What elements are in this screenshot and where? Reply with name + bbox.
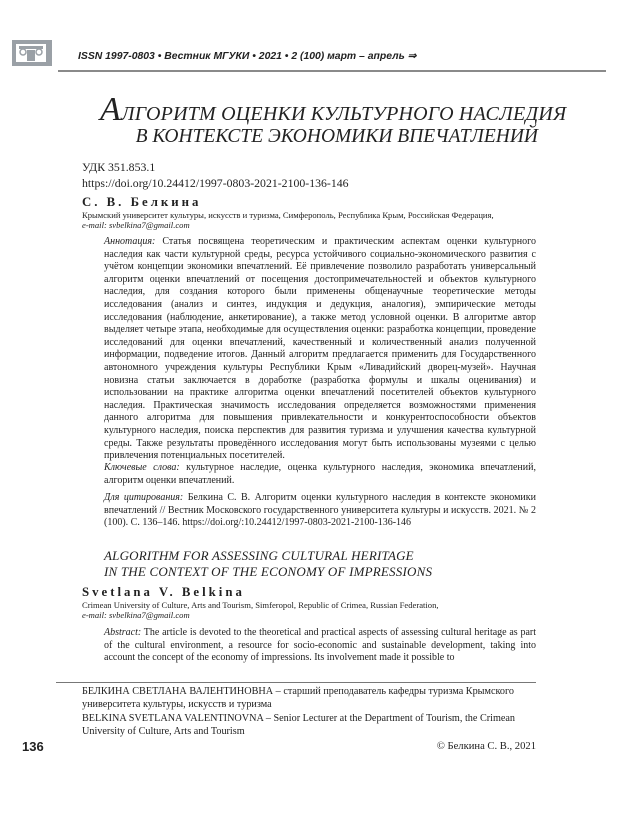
title-en-line2: IN THE CONTEXT OF THE ECONOMY OF IMPRESSIONS [104,564,433,579]
abstract-en-label: Abstract: [104,627,142,638]
abstract-en-text: The article is devoted to the theoretical and practical aspects of assessing cultural heritage as part of the cultural environment, a resource for socio-economic and sustainable development, taking into account the concept of the economy of impressions. Its involvement made it possible to [104,627,536,664]
doi-link[interactable]: https://doi.org/10.24412/1997-0803-2021-2100-136-146 [82,176,349,190]
keywords-ru-label: Ключевые слова: [104,462,180,473]
abstract-ru [104,236,536,463]
citation-ru-text: Белкина С. В. Алгоритм оценки культурного наследия в контексте экономики впечатлений // Вестник Московского государственного университета культуры и искусств. 2021. № 2 (100). С. 136–146. https://doi.org/:10.24412/1997-0803-2021-2100-136-146 [104,492,536,529]
abstract-ru-label: Аннотация: [104,236,156,247]
title-en-line1: ALGORITHM FOR ASSESSING CULTURAL HERITAGE [104,548,414,563]
keywords-ru-text: культурное наследие, оценка культурного наследия, экономика впечатлений, алгоритм оценки впечатлений. [104,462,536,486]
footnote-rule [56,682,536,683]
title-initial: А [100,91,121,128]
email-en[interactable]: e-mail: svbelkina7@gmail.com [82,610,190,620]
footnote-ru [82,686,536,711]
author-en: Svetlana V. Belkina [82,585,245,599]
citation-ru-label: Для цитирования: [104,492,184,503]
article-title-line1 [100,91,567,128]
logo-column-icon [16,44,46,62]
title-line1-rest: ЛГОРИТМ ОЦЕНКИ КУЛЬТУРНОГО НАСЛЕДИЯ [120,103,567,125]
email-ru[interactable]: e-mail: svbelkina7@gmail.com [82,220,190,230]
affiliation-ru: Крымский университет культуры, искусств и туризма, Симферополь, Республика Крым, Российская Федерация, [82,210,494,220]
citation-ru [104,492,536,530]
abstract-ru-text: Статья посвящена теоретическим и практическим аспектам оценки культурного наследия как части культурной среды, ресурса устойчивого социально-экономического развития с учётом концепции экономики впечатлений. Её привлечение позволило разработать универсальный алгоритм оценки впечатлений от посещения достопримечательностей и объектов культурного наследия, для создания которого были применены общенаучные теоретические методы исследования (анализ и синтез, индукция и дедукция, аналогия), эмпирические методы исследования (наблюдение, анкетирование), а также метод условной оценки. В алгоритме автор выделяет четыре этапа, необходимые для осуществления оценки: разработка концепции, проведение исследований для оценки впечатлений, качественный и количественный анализ полученной информации, подведение итогов. Данный алгоритм предлагается применить для Государственного автономного учреждения культуры Республики Крым «Ливадийский дворец-музей». Научная новизна статьи заключается в доработке (разработка формулы и шкалы оценивания) и использовании на практике алгоритма оценки впечатлений посетителей объектов культурного наследия. Практическая значимость исследования определяется возможностями применения данного алгоритма для повышения привлекательности и конкурентоспособности объектов культурного наследия, поиска перспектив для развития туризма и улучшения качества культурной среды. Также результаты проведённого исследования могут быть использованы музеями с целью привлечения потенциальных посетителей. [104,236,536,462]
keywords-ru [104,462,536,487]
udk: УДК 351.853.1 [82,160,156,174]
abstract-en [104,627,536,665]
copyright: © Белкина С. В., 2021 [436,741,536,752]
affiliation-en: Crimean University of Culture, Arts and Tourism, Simferopol, Republic of Crimea, Russian Federation, [82,600,439,610]
footnote-en [82,713,536,738]
article-title-line2: В КОНТЕКСТЕ ЭКОНОМИКИ ВПЕЧАТЛЕНИЙ [135,126,538,147]
footnote-ru-name: БЕЛКИНА СВЕТЛАНА ВАЛЕНТИНОВНА [82,686,274,697]
journal-header: ISSN 1997-0803 • Вестник МГУКИ • 2021 • 2 (100) март – апрель ⇒ [78,51,417,62]
author-ru: С. В. Белкина [82,195,202,209]
footnote-en-text: – Senior Lecturer at the Department of Tourism, the Crimean University of Culture, Arts and Tourism [82,713,516,737]
header-rule [58,70,606,72]
footnote-en-name: BELKINA SVETLANA VALENTINOVNA [82,713,264,724]
page-number: 136 [22,739,44,754]
footnote-ru-text: – старший преподаватель кафедры туризма Крымского университета культуры, искусств и туризма [82,686,515,710]
